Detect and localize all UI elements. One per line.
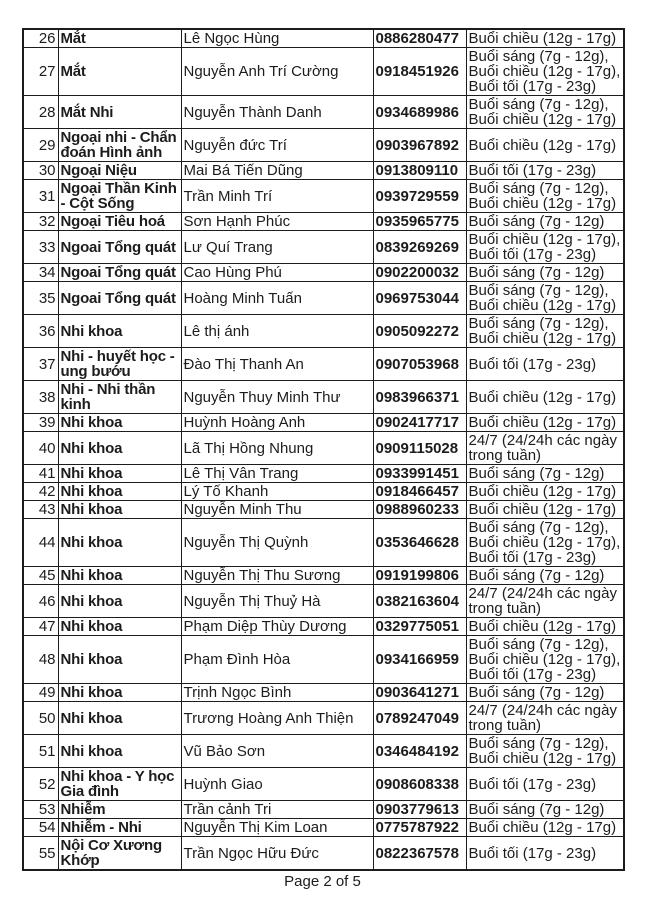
row-number-cell: 28 [23, 96, 58, 129]
specialty-cell: Nhi khoa [58, 636, 181, 684]
doctor-name-cell: Lã Thị Hồng Nhung [181, 432, 373, 465]
specialty-cell: Ngoai Tổng quát [58, 231, 181, 264]
table-row [23, 519, 624, 567]
doctor-name-cell: Huỳnh Giao [181, 768, 373, 801]
doctor-name-cell: Trịnh Ngọc Bình [181, 684, 373, 702]
row-number-cell: 33 [23, 231, 58, 264]
shift-time-cell: Buổi sáng (7g - 12g), Buổi chiều (12g - 17g), Buổi tối (17g - 23g) [466, 636, 624, 684]
table-row [23, 381, 624, 414]
doctor-name-cell: Nguyễn Thành Danh [181, 96, 373, 129]
row-number-cell: 27 [23, 48, 58, 96]
specialty-cell: Nội Cơ Xương Khớp [58, 837, 181, 871]
specialty-cell: Ngoại Thần Kinh - Cột Sống [58, 180, 181, 213]
specialty-cell: Nhi khoa [58, 618, 181, 636]
table-row [23, 348, 624, 381]
table-row [23, 801, 624, 819]
specialty-cell: Nhi khoa [58, 483, 181, 501]
shift-time-cell: Buổi sáng (7g - 12g), Buổi chiều (12g - 17g) [466, 735, 624, 768]
table-row [23, 48, 624, 96]
specialty-cell: Nhi khoa [58, 567, 181, 585]
doctor-name-cell: Lư Quí Trang [181, 231, 373, 264]
specialty-cell: Ngoai Tổng quát [58, 282, 181, 315]
specialty-cell: Nhi khoa [58, 702, 181, 735]
shift-time-cell: Buổi tối (17g - 23g) [466, 837, 624, 871]
specialty-cell: Nhiễm - Nhi [58, 819, 181, 837]
doctor-name-cell: Lý Tố Khanh [181, 483, 373, 501]
row-number-cell: 52 [23, 768, 58, 801]
specialty-cell: Nhi khoa [58, 585, 181, 618]
table-row [23, 315, 624, 348]
shift-time-cell: Buổi sáng (7g - 12g), Buổi chiều (12g - 17g) [466, 180, 624, 213]
table-row [23, 702, 624, 735]
row-number-cell: 34 [23, 264, 58, 282]
shift-time-cell: Buổi sáng (7g - 12g) [466, 264, 624, 282]
row-number-cell: 30 [23, 162, 58, 180]
row-number-cell: 43 [23, 501, 58, 519]
shift-time-cell: Buổi sáng (7g - 12g), Buổi chiều (12g - 17g), Buổi tối (17g - 23g) [466, 519, 624, 567]
doctor-name-cell: Nguyễn Thuy Minh Thư [181, 381, 373, 414]
doctor-name-cell: Mai Bá Tiến Dũng [181, 162, 373, 180]
specialty-cell: Mắt Nhi [58, 96, 181, 129]
phone-number-cell: 0886280477 [373, 29, 466, 48]
table-row [23, 585, 624, 618]
table-row [23, 618, 624, 636]
shift-time-cell: Buổi tối (17g - 23g) [466, 162, 624, 180]
phone-number-cell: 0903967892 [373, 129, 466, 162]
doctor-name-cell: Phạm Đình Hòa [181, 636, 373, 684]
phone-number-cell: 0934689986 [373, 96, 466, 129]
shift-time-cell: Buổi chiều (12g - 17g) [466, 618, 624, 636]
doctor-name-cell: Trần cảnh Tri [181, 801, 373, 819]
phone-number-cell: 0353646628 [373, 519, 466, 567]
shift-time-cell: Buổi sáng (7g - 12g), Buổi chiều (12g - 17g) [466, 96, 624, 129]
shift-time-cell: 24/7 (24/24h các ngày trong tuần) [466, 702, 624, 735]
doctor-name-cell: Lê Ngọc Hùng [181, 29, 373, 48]
phone-number-cell: 0903641271 [373, 684, 466, 702]
phone-number-cell: 0918451926 [373, 48, 466, 96]
table-row [23, 636, 624, 684]
row-number-cell: 36 [23, 315, 58, 348]
phone-number-cell: 0839269269 [373, 231, 466, 264]
shift-time-cell: Buổi chiều (12g - 17g) [466, 483, 624, 501]
shift-time-cell: Buổi chiều (12g - 17g) [466, 381, 624, 414]
specialty-cell: Nhi - Nhi thần kinh [58, 381, 181, 414]
phone-number-cell: 0988960233 [373, 501, 466, 519]
doctor-name-cell: Huỳnh Hoàng Anh [181, 414, 373, 432]
specialty-cell: Nhi khoa - Y học Gia đình [58, 768, 181, 801]
row-number-cell: 46 [23, 585, 58, 618]
table-row [23, 213, 624, 231]
phone-number-cell: 0935965775 [373, 213, 466, 231]
shift-time-cell: Buổi chiều (12g - 17g) [466, 129, 624, 162]
row-number-cell: 51 [23, 735, 58, 768]
row-number-cell: 39 [23, 414, 58, 432]
row-number-cell: 32 [23, 213, 58, 231]
shift-time-cell: Buổi sáng (7g - 12g) [466, 213, 624, 231]
row-number-cell: 55 [23, 837, 58, 871]
specialty-cell: Nhi khoa [58, 465, 181, 483]
table-row [23, 180, 624, 213]
specialty-cell: Nhi khoa [58, 414, 181, 432]
phone-number-cell: 0789247049 [373, 702, 466, 735]
table-row [23, 264, 624, 282]
phone-number-cell: 0903779613 [373, 801, 466, 819]
doctor-name-cell: Vũ Bảo Sơn [181, 735, 373, 768]
table-row [23, 483, 624, 501]
table-row [23, 96, 624, 129]
row-number-cell: 38 [23, 381, 58, 414]
doctor-name-cell: Trần Minh Trí [181, 180, 373, 213]
table-row [23, 819, 624, 837]
shift-time-cell: Buổi tối (17g - 23g) [466, 768, 624, 801]
phone-number-cell: 0346484192 [373, 735, 466, 768]
row-number-cell: 37 [23, 348, 58, 381]
doctor-name-cell: Cao Hùng Phú [181, 264, 373, 282]
specialty-cell: Ngoại Tiêu hoá [58, 213, 181, 231]
shift-time-cell: Buổi chiều (12g - 17g), Buổi tối (17g - 23g) [466, 231, 624, 264]
shift-time-cell: Buổi sáng (7g - 12g) [466, 465, 624, 483]
row-number-cell: 50 [23, 702, 58, 735]
doctor-name-cell: Nguyễn Minh Thu [181, 501, 373, 519]
doctor-name-cell: Hoàng Minh Tuấn [181, 282, 373, 315]
specialty-cell: Nhiễm [58, 801, 181, 819]
table-row [23, 231, 624, 264]
table-row [23, 432, 624, 465]
table-row [23, 501, 624, 519]
shift-time-cell: 24/7 (24/24h các ngày trong tuần) [466, 585, 624, 618]
doctor-name-cell: Nguyễn Thị Thuỷ Hà [181, 585, 373, 618]
doctor-schedule-table [22, 28, 625, 871]
phone-number-cell: 0933991451 [373, 465, 466, 483]
specialty-cell: Mắt [58, 48, 181, 96]
doctor-name-cell: Nguyễn Anh Trí Cường [181, 48, 373, 96]
row-number-cell: 53 [23, 801, 58, 819]
shift-time-cell: Buổi sáng (7g - 12g) [466, 684, 624, 702]
phone-number-cell: 0902200032 [373, 264, 466, 282]
row-number-cell: 48 [23, 636, 58, 684]
shift-time-cell: Buổi sáng (7g - 12g), Buổi chiều (12g - 17g) [466, 282, 624, 315]
shift-time-cell: Buổi chiều (12g - 17g) [466, 414, 624, 432]
phone-number-cell: 0775787922 [373, 819, 466, 837]
shift-time-cell: Buổi chiều (12g - 17g) [466, 29, 624, 48]
row-number-cell: 54 [23, 819, 58, 837]
phone-number-cell: 0382163604 [373, 585, 466, 618]
specialty-cell: Nhi khoa [58, 684, 181, 702]
specialty-cell: Ngoại nhi - Chẩn đoán Hình ảnh [58, 129, 181, 162]
table-row [23, 684, 624, 702]
row-number-cell: 45 [23, 567, 58, 585]
doctor-name-cell: Nguyễn đức Trí [181, 129, 373, 162]
row-number-cell: 26 [23, 29, 58, 48]
shift-time-cell: Buổi chiều (12g - 17g) [466, 501, 624, 519]
table-row [23, 837, 624, 871]
table-row [23, 414, 624, 432]
row-number-cell: 44 [23, 519, 58, 567]
phone-number-cell: 0329775051 [373, 618, 466, 636]
table-row [23, 282, 624, 315]
row-number-cell: 35 [23, 282, 58, 315]
table-row [23, 567, 624, 585]
phone-number-cell: 0939729559 [373, 180, 466, 213]
specialty-cell: Nhi khoa [58, 519, 181, 567]
phone-number-cell: 0934166959 [373, 636, 466, 684]
specialty-cell: Nhi khoa [58, 315, 181, 348]
doctor-name-cell: Lê thị ánh [181, 315, 373, 348]
phone-number-cell: 0909115028 [373, 432, 466, 465]
table-row [23, 735, 624, 768]
shift-time-cell: Buổi sáng (7g - 12g), Buổi chiều (12g - 17g) [466, 315, 624, 348]
table-row [23, 465, 624, 483]
specialty-cell: Nhi - huyết học - ung bướu [58, 348, 181, 381]
phone-number-cell: 0913809110 [373, 162, 466, 180]
doctor-name-cell: Trần Ngọc Hữu Đức [181, 837, 373, 871]
shift-time-cell: Buổi sáng (7g - 12g), Buổi chiều (12g - 17g), Buổi tối (17g - 23g) [466, 48, 624, 96]
doctor-name-cell: Đào Thị Thanh An [181, 348, 373, 381]
phone-number-cell: 0969753044 [373, 282, 466, 315]
phone-number-cell: 0822367578 [373, 837, 466, 871]
phone-number-cell: 0907053968 [373, 348, 466, 381]
specialty-cell: Nhi khoa [58, 501, 181, 519]
table-row [23, 129, 624, 162]
shift-time-cell: Buổi tối (17g - 23g) [466, 348, 624, 381]
phone-number-cell: 0905092272 [373, 315, 466, 348]
table-row [23, 162, 624, 180]
doctor-name-cell: Trương Hoàng Anh Thiện [181, 702, 373, 735]
specialty-cell: Nhi khoa [58, 432, 181, 465]
shift-time-cell: Buổi chiều (12g - 17g) [466, 819, 624, 837]
phone-number-cell: 0983966371 [373, 381, 466, 414]
doctor-name-cell: Nguyễn Thị Kim Loan [181, 819, 373, 837]
doctor-name-cell: Lê Thị Vân Trang [181, 465, 373, 483]
specialty-cell: Ngoai Tổng quát [58, 264, 181, 282]
row-number-cell: 47 [23, 618, 58, 636]
doctor-name-cell: Sơn Hạnh Phúc [181, 213, 373, 231]
row-number-cell: 49 [23, 684, 58, 702]
table-row [23, 768, 624, 801]
table-row [23, 29, 624, 48]
row-number-cell: 40 [23, 432, 58, 465]
phone-number-cell: 0908608338 [373, 768, 466, 801]
row-number-cell: 41 [23, 465, 58, 483]
row-number-cell: 42 [23, 483, 58, 501]
phone-number-cell: 0902417717 [373, 414, 466, 432]
specialty-cell: Mắt [58, 29, 181, 48]
doctor-name-cell: Nguyễn Thị Quỳnh [181, 519, 373, 567]
row-number-cell: 29 [23, 129, 58, 162]
phone-number-cell: 0919199806 [373, 567, 466, 585]
doctor-name-cell: Nguyễn Thị Thu Sương [181, 567, 373, 585]
doctor-name-cell: Phạm Diệp Thùy Dương [181, 618, 373, 636]
shift-time-cell: 24/7 (24/24h các ngày trong tuần) [466, 432, 624, 465]
specialty-cell: Nhi khoa [58, 735, 181, 768]
page-footer: Page 2 of 5 [284, 873, 361, 890]
phone-number-cell: 0918466457 [373, 483, 466, 501]
specialty-cell: Ngoại Niệu [58, 162, 181, 180]
shift-time-cell: Buổi sáng (7g - 12g) [466, 801, 624, 819]
shift-time-cell: Buổi sáng (7g - 12g) [466, 567, 624, 585]
row-number-cell: 31 [23, 180, 58, 213]
